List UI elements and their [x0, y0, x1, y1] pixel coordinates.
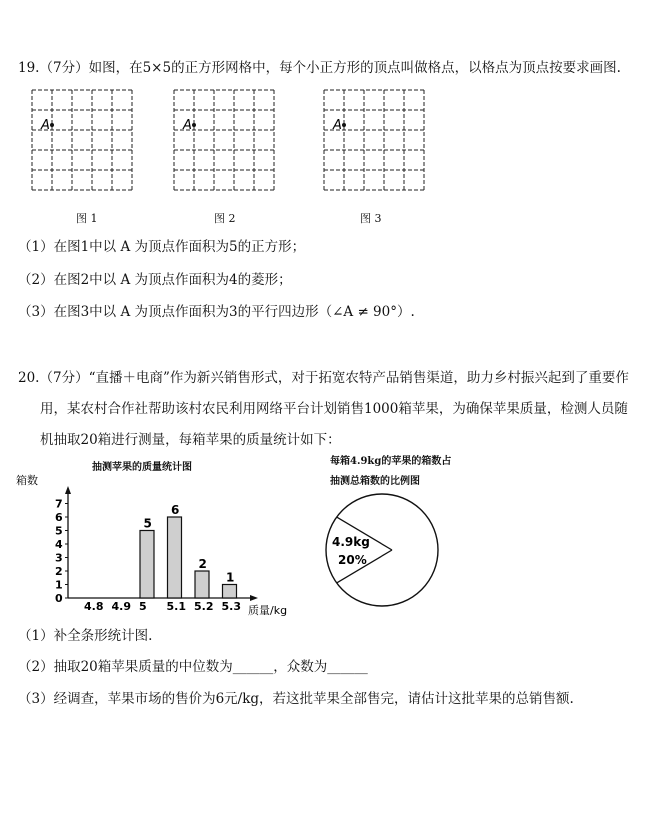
x-axis-title: 质量/kg	[248, 604, 288, 617]
q19-part-3: （3）在图3中以 A 为顶点作面积为3的平行四边形（∠A ≠ 90°）.	[18, 304, 415, 320]
x-tick-label: 4.9	[111, 600, 131, 613]
q20-part-1: （1）补全条形统计图.	[18, 628, 153, 644]
y-tick-label: 7	[55, 497, 63, 511]
pie-layer	[337, 517, 392, 583]
q20-number: 20.	[18, 370, 40, 386]
q20-part-3: （3）经调查，苹果市场的售价为6元/kg，若这批苹果全部售完，请估计这批苹果的总销售额.	[18, 691, 574, 707]
q19-stem	[18, 58, 621, 78]
point-a-label: A	[183, 118, 192, 133]
q20-stem-line-3: 机抽取20箱进行测量，每箱苹果的质量统计如下：	[40, 432, 341, 448]
x-tick-label: 4.8	[84, 600, 104, 613]
grid-figure-3	[322, 88, 430, 196]
y-tick-label: 5	[55, 524, 63, 538]
y-tick-label: 4	[55, 538, 63, 551]
grid-lines	[32, 90, 132, 190]
q20-points: （7分）	[39, 370, 89, 386]
point-a	[342, 123, 346, 127]
q19-number: 19.	[18, 60, 40, 76]
figure-1-caption: 图 1	[76, 212, 98, 225]
bar-layer	[55, 498, 241, 614]
bar-chart-title: 抽测苹果的质量统计图	[92, 462, 192, 473]
bar	[140, 531, 154, 599]
pie-chart-title-line-2: 抽测总箱数的比例图	[330, 476, 420, 487]
figure-3-caption: 图 3	[360, 212, 382, 225]
pie-circle	[326, 494, 438, 606]
pie-slice-percent: 20%	[338, 553, 367, 567]
point-a-label: A	[333, 118, 342, 133]
y-tick-label: 6	[55, 511, 63, 524]
bar	[223, 585, 237, 599]
x-tick-label: 5	[139, 600, 147, 613]
bar-chart	[10, 468, 300, 618]
pie-slice-label: 4.9kg	[332, 535, 370, 549]
y-tick-label: 2	[55, 565, 63, 578]
bar-data-label: 6	[171, 503, 180, 517]
q20-stem-text-1: “直播＋电商”作为新兴销售形式，对于拓宽农特产品销售渠道，助力乡村振兴起到了重要作	[88, 370, 629, 386]
q19-stem-text: 如图，在5×5的正方形网格中，每个小正方形的顶点叫做格点，以格点为顶点按要求画图.	[88, 60, 621, 76]
y-axis-arrow	[65, 486, 71, 494]
q19-points: （7分）	[39, 60, 89, 76]
x-axis-arrow	[250, 595, 258, 601]
q20-stem-line-2: 用，某农村合作社帮助该村农民利用网络平台计划销售1000箱苹果，为确保苹果质量，检测人员随	[40, 401, 628, 417]
y-tick-label: 0	[55, 592, 63, 605]
point-a	[50, 123, 54, 127]
figure-2-caption: 图 2	[214, 212, 236, 225]
bar-data-label: 2	[198, 557, 207, 571]
y-axis-title: 箱数	[16, 474, 38, 487]
grid-figure-1	[30, 88, 138, 196]
q20-part-2: （2）抽取20箱苹果质量的中位数为______，众数为______	[18, 659, 368, 675]
x-tick-label: 5.2	[194, 600, 214, 613]
grid-figure-2	[172, 88, 280, 196]
bar	[168, 517, 182, 598]
pie-chart-title-line-1: 每箱4.9kg的苹果的箱数占	[330, 456, 452, 467]
pie-chart	[316, 488, 448, 614]
y-tick-label: 1	[55, 578, 63, 592]
grid-lines	[174, 90, 274, 190]
y-tick-label: 3	[55, 551, 63, 565]
bar	[195, 571, 209, 598]
q20-stem-line-1	[18, 368, 629, 388]
x-tick-label: 5.1	[166, 600, 186, 613]
bar-data-label: 1	[226, 570, 235, 585]
x-tick-label: 5.3	[221, 600, 241, 613]
bar-data-label: 5	[143, 516, 152, 531]
point-a-label: A	[41, 118, 50, 133]
q19-part-2: （2）在图2中以 A 为顶点作面积为4的菱形；	[18, 272, 292, 288]
grid-lines	[324, 90, 424, 190]
q19-part-1: （1）在图1中以 A 为顶点作面积为5的正方形；	[18, 239, 306, 255]
point-a	[192, 123, 196, 127]
